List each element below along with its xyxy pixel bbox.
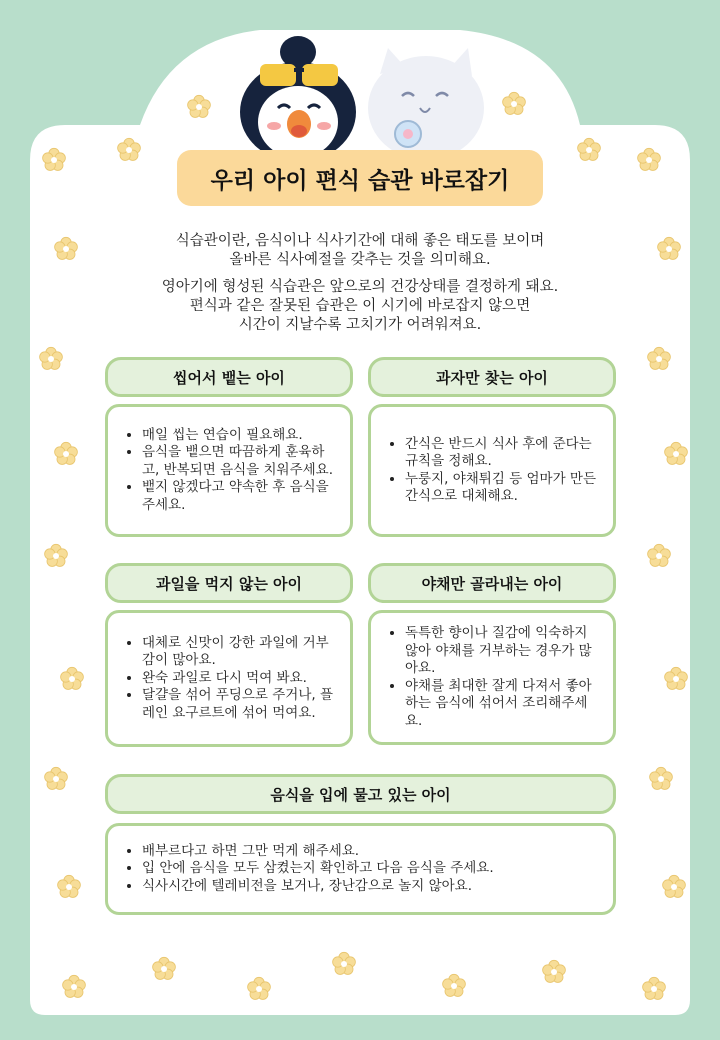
- list-item: • 달걀을 섞어 푸딩으로 주거나, 플레인 요구르트에 섞어 먹여요.: [142, 687, 338, 722]
- cat-mascot-icon: [368, 48, 484, 154]
- section-heading-snacks: 과자만 찾는 아이: [368, 357, 616, 397]
- list-item: • 배부르다고 하면 그만 먹게 해주세요.: [142, 843, 494, 861]
- flower-icon: [540, 958, 568, 986]
- flower-icon: [58, 665, 86, 693]
- flower-icon: [52, 440, 80, 468]
- mascots-illustration: [230, 34, 490, 154]
- flower-icon: [655, 235, 683, 263]
- section-body-spit: [105, 404, 353, 537]
- list-item: • 누룽지, 야채튀김 등 엄마가 만든 간식으로 대체해요.: [405, 471, 601, 506]
- flower-icon: [40, 146, 68, 174]
- list-item: • 야채를 최대한 잘게 다져서 좋아하는 음식에 섞어서 조리해주세요.: [405, 678, 601, 731]
- flower-icon: [185, 93, 213, 121]
- flower-icon: [150, 955, 178, 983]
- list-item: • 완숙 과일로 다시 먹여 봐요.: [142, 670, 338, 688]
- flower-icon: [640, 975, 668, 1003]
- penguin-mascot-icon: [240, 36, 356, 154]
- list-item: • 독특한 향이나 질감에 익숙하지 않아 야채를 거부하는 경우가 많아요.: [405, 625, 601, 678]
- list-item: • 간식은 반드시 식사 후에 준다는 규칙을 정해요.: [405, 436, 601, 471]
- intro-text: [100, 232, 620, 343]
- flower-icon: [662, 440, 690, 468]
- section-heading-fruit: 과일을 먹지 않는 아이: [105, 563, 353, 603]
- flower-icon: [500, 90, 528, 118]
- flower-icon: [42, 765, 70, 793]
- flower-icon: [645, 542, 673, 570]
- flower-icon: [575, 136, 603, 164]
- list-item: • 매일 씹는 연습이 필요해요.: [142, 427, 338, 445]
- flower-icon: [635, 146, 663, 174]
- intro-line: 식습관이란, 음식이나 식사기간에 대해 좋은 태도를 보이며: [175, 233, 545, 249]
- flower-icon: [660, 873, 688, 901]
- intro-line: 편식과 같은 잘못된 습관은 이 시기에 바로잡지 않으면: [189, 298, 531, 314]
- intro-line: 올바른 식사예절을 갖추는 것을 의미해요.: [229, 252, 491, 268]
- list-item: • 음식을 뱉으면 따끔하게 훈육하고, 반복되면 음식을 치워주세요.: [142, 444, 338, 479]
- flower-icon: [440, 972, 468, 1000]
- flower-icon: [330, 950, 358, 978]
- list-item: • 뱉지 않겠다고 약속한 후 음식을 주세요.: [142, 479, 338, 514]
- intro-line: 영아기에 형성된 식습관은 앞으로의 건강상태를 결정하게 돼요.: [161, 279, 559, 295]
- intro-line: 시간이 지날수록 고치기가 어려워져요.: [238, 317, 482, 333]
- list-item: • 대체로 신맛이 강한 과일에 거부감이 많아요.: [142, 635, 338, 670]
- section-body-snacks: [368, 404, 616, 537]
- flower-icon: [645, 345, 673, 373]
- flower-icon: [115, 136, 143, 164]
- flower-icon: [245, 975, 273, 1003]
- flower-icon: [55, 873, 83, 901]
- list-item: • 입 안에 음식을 모두 삼켰는지 확인하고 다음 음식을 주세요.: [142, 860, 494, 878]
- section-body-holding-food: [105, 823, 616, 915]
- flower-icon: [37, 345, 65, 373]
- page-title: 우리 아이 편식 습관 바로잡기: [177, 150, 543, 206]
- flower-icon: [647, 765, 675, 793]
- flower-icon: [662, 665, 690, 693]
- flower-icon: [52, 235, 80, 263]
- flower-icon: [42, 542, 70, 570]
- section-heading-holding-food: 음식을 입에 물고 있는 아이: [105, 774, 616, 814]
- section-body-fruit: [105, 610, 353, 747]
- flower-icon: [60, 973, 88, 1001]
- section-heading-spit: 씹어서 뱉는 아이: [105, 357, 353, 397]
- section-heading-vegetables: 야채만 골라내는 아이: [368, 563, 616, 603]
- list-item: • 식사시간에 텔레비전을 보거나, 장난감으로 놀지 않아요.: [142, 878, 494, 896]
- section-body-vegetables: [368, 610, 616, 745]
